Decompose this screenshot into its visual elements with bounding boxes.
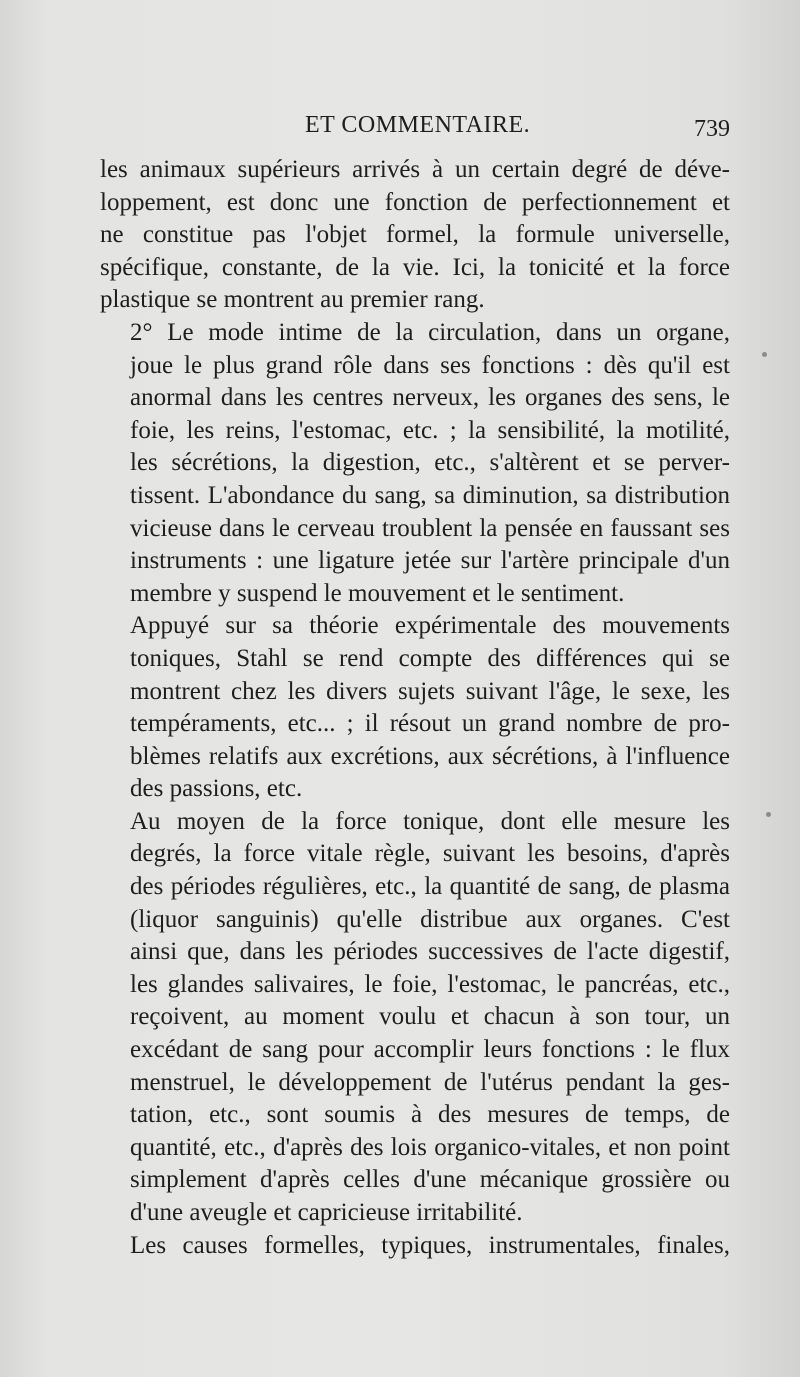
page-header bbox=[100, 112, 740, 148]
text-line: Appuyé sur sa théorie expérimentale des mouvements bbox=[130, 612, 730, 640]
paragraph bbox=[100, 610, 730, 806]
text-line: les sécrétions, la digestion, etc., s'altèrent et se perver- bbox=[130, 449, 730, 477]
text-line: foie, les reins, l'estomac, etc. ; la sensibilité, la motilité, bbox=[130, 416, 730, 444]
text-line: loppement, est donc une fonction de perfectionnement et bbox=[100, 188, 730, 216]
paragraph bbox=[100, 154, 730, 317]
text-line: spécifique, constante, de la vie. Ici, la tonicité et la force bbox=[100, 253, 730, 281]
text-line: plastique se montrent au premier rang. bbox=[100, 286, 485, 314]
text-line: excédant de sang pour accomplir leurs fonctions : le flux bbox=[130, 1036, 730, 1064]
text-line: menstruel, le développement de l'utérus pendant la ges- bbox=[130, 1068, 730, 1096]
paper-speck bbox=[762, 352, 767, 357]
text-line: Les causes formelles, typiques, instrumentales, finales, bbox=[130, 1231, 730, 1259]
text-line: vicieuse dans le cerveau troublent la pensée en faussant ses bbox=[130, 514, 730, 542]
text-line: tempéraments, etc... ; il résout un grand nombre de pro- bbox=[130, 710, 730, 738]
paragraph bbox=[100, 1230, 730, 1263]
text-line: tation, etc., sont soumis à des mesures de temps, de bbox=[130, 1101, 730, 1129]
text-line: (liquor sanguinis) qu'elle distribue aux organes. C'est bbox=[130, 905, 730, 933]
text-line: blèmes relatifs aux excrétions, aux sécrétions, à l'influence bbox=[130, 742, 730, 770]
text-line: membre y suspend le mouvement et le sentiment. bbox=[130, 579, 625, 607]
text-line: tissent. L'abondance du sang, sa diminution, sa distribution bbox=[130, 481, 730, 509]
text-line: des passions, etc. bbox=[130, 775, 303, 803]
paragraph bbox=[100, 806, 730, 1230]
text-line: des périodes régulières, etc., la quantité de sang, de plasma bbox=[130, 873, 730, 901]
running-head: ET COMMENTAIRE. bbox=[305, 112, 531, 138]
body-text bbox=[100, 154, 730, 1262]
text-line: instruments : une ligature jetée sur l'artère principale d'un bbox=[130, 547, 730, 575]
text-line: joue le plus grand rôle dans ses fonctions : dès qu'il est bbox=[130, 351, 730, 379]
text-line: quantité, etc., d'après des lois organico-vitales, et non point bbox=[130, 1133, 730, 1161]
text-line: Au moyen de la force tonique, dont elle mesure les bbox=[130, 807, 730, 835]
paper-speck bbox=[766, 812, 771, 817]
page-number: 739 bbox=[694, 116, 730, 142]
text-line: 2° Le mode intime de la circulation, dans un organe, bbox=[130, 318, 730, 346]
paragraph bbox=[100, 317, 730, 610]
text-line: toniques, Stahl se rend compte des différences qui se bbox=[130, 644, 730, 672]
text-line: les glandes salivaires, le foie, l'estomac, le pancréas, etc., bbox=[130, 970, 730, 998]
text-line: les animaux supérieurs arrivés à un certain degré de déve- bbox=[100, 156, 730, 183]
text-line: ainsi que, dans les périodes successives de l'acte digestif, bbox=[130, 938, 730, 966]
text-line: degrés, la force vitale règle, suivant les besoins, d'après bbox=[130, 840, 730, 868]
text-line: montrent chez les divers sujets suivant l'âge, le sexe, les bbox=[130, 677, 730, 705]
text-line: simplement d'après celles d'une mécanique grossière ou bbox=[130, 1166, 730, 1194]
text-line: d'une aveugle et capricieuse irritabilité. bbox=[130, 1199, 523, 1226]
text-line: anormal dans les centres nerveux, les organes des sens, le bbox=[130, 384, 730, 412]
text-line: reçoivent, au moment voulu et chacun à son tour, un bbox=[130, 1003, 730, 1031]
text-line: ne constitue pas l'objet formel, la formule universelle, bbox=[100, 221, 730, 249]
